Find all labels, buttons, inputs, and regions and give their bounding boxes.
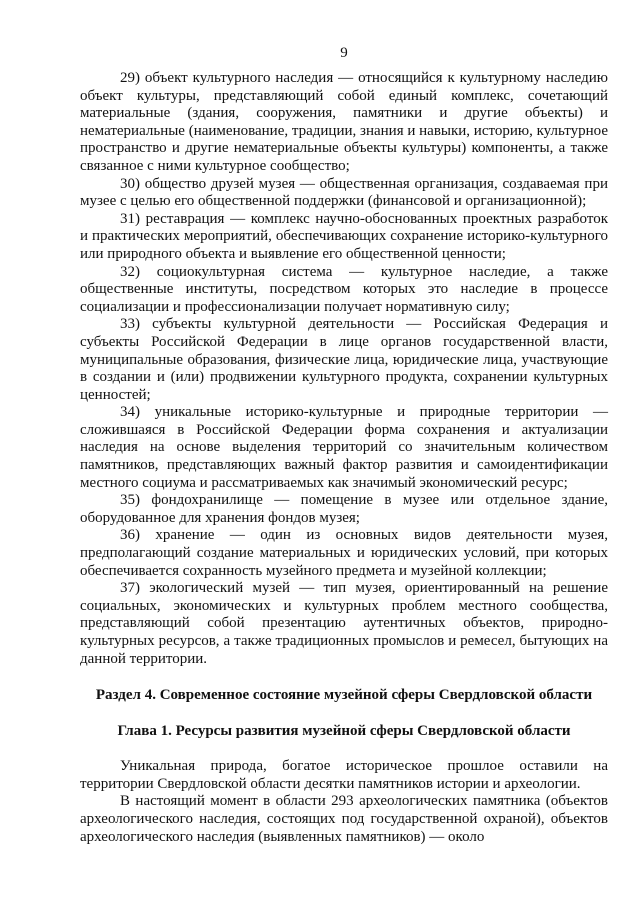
definition-30: 30) общество друзей музея — общественная организация, создаваемая при музее с целью его общественной поддержки (финансовой и организационной); — [80, 175, 608, 210]
definition-29: 29) объект культурного наследия — относящийся к культурному наследию объект культуры, представляющий собой единый комплекс, сочетающий материальные (здания, сооружения, памятники и другие объекты) и нематериальные (наименование, традиции, знания и навыки, историю, культурное пространство и другие нематериальные объекты культуры) компоненты, а также связанное с ними культурное сообщество; — [80, 70, 608, 174]
definition-35: 35) фондохранилище — помещение в музее или отдельное здание, оборудованное для хранения фондов музея; — [80, 492, 608, 526]
page-number: 9 — [340, 45, 348, 61]
definition-32: 32) социокультурная система — культурное наследие, а также общественные институты, посредством которых это наследие в процессе социализации и профессионализации получает нормативную силу; — [80, 263, 608, 315]
section-heading: Раздел 4. Современное состояние музейной сферы Свердловской области — [95, 687, 593, 704]
chapter-heading: Глава 1. Ресурсы развития музейной сферы Свердловской области — [117, 723, 571, 740]
body-paragraph: Уникальная природа, богатое историческое прошлое оставили на территории Свердловской области десятки памятников истории и археологии. — [80, 758, 608, 792]
definition-36: 36) хранение — один из основных видов деятельности музея, предполагающий создание материальных и юридических условий, при которых обеспечивается сохранность музейного предмета и музейной коллекции; — [80, 527, 608, 579]
definition-33: 33) субъекты культурной деятельности — Российская Федерация и субъекты Российской Федерации в лице органов государственной власти, муниципальные образования, физические лица, юридические лица, участвующие в создании и (или) продвижении культурного продукта, сохранении культурных ценностей; — [80, 316, 608, 403]
definition-31: 31) реставрация — комплекс научно-обоснованных проектных разработок и практических мероприятий, обеспечивающих сохранение историко-культурного или природного объекта и выявление его общественной ценности; — [80, 210, 608, 262]
body-paragraph: В настоящий момент в области 293 археологических памятника (объектов археологического наследия, состоящих под государственной охраной), объектов археологического наследия (выявленных памятников) — около — [80, 793, 608, 845]
definition-37: 37) экологический музей — тип музея, ориентированный на решение социальных, экономических и культурных проблем местного сообщества, представляющий собой презентацию аутентичных объектов, природно-культурных ресурсов, а также традиционных промыслов и ремесел, бытующих на данной территории. — [80, 580, 608, 667]
definition-34: 34) уникальные историко-культурные и природные территории — сложившаяся в Российской Федерации форма сохранения и актуализации наследия на основе выделения территорий со значительным количеством памятников, представляющих важный фактор развития и самоидентификации местного социума и рассматриваемых как значимый экономический ресурс; — [80, 404, 608, 491]
